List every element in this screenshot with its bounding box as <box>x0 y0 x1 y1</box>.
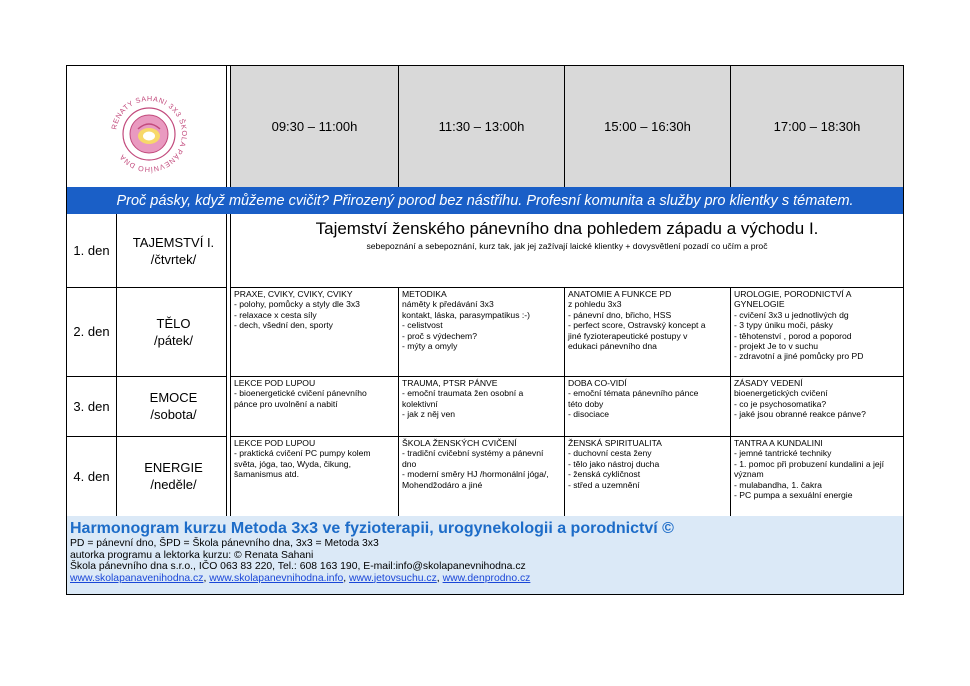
header-row <box>67 66 903 188</box>
time-slot-3: 15:00 – 16:30h <box>565 66 731 187</box>
session-cell: ŽENSKÁ SPIRITUALITA - duchovní cesta ženy - tělo jako nástroj ducha - ženská cykličnost - střed a uzemnění <box>565 436 731 516</box>
svg-text:RENATY SAHANI 3X3 ŠKOLA PÁNEVN: RENATY SAHANI 3X3 ŠKOLA PÁNEVNÍHO DNA <box>108 93 189 174</box>
footer <box>67 516 903 594</box>
session-cell: ZÁSADY VEDENÍ bioenergetických cvičení - co je psychosomatika? - jaké jsou obranné reakce pánve? <box>734 378 866 420</box>
banner: Proč pásky, když můžeme cvičit? Přirozený porod bez nástřihu. Profesní komunita a služby pro klientky s tématem. <box>67 187 903 214</box>
day-row-4 <box>67 436 903 517</box>
session-cell: LEKCE POD LUPOU - bioenergetické cvičení pánevního pánce pro uvolnění a nabití <box>231 376 399 436</box>
session-cell: ANATOMIE A FUNKCE PD z pohledu 3x3 - pánevní dno, břicho, HSS - perfect score, Ostravský koncept a jiné fyzioterapeutické postupy v edukaci pánevního dna <box>565 287 731 376</box>
day-label: 1. den <box>67 214 117 287</box>
day-topic: TĚLO /pátek/ <box>117 287 231 376</box>
footer-line: autorka programu a lektorka kurzu: © Renata Sahani <box>70 549 314 561</box>
session-cell: UROLOGIE, PORODNICTVÍ A GYNELOGIE - cvičení 3x3 u jednotlivých dg - 3 typy úniku moči, pásky - těhotenství , porod a poporod - projekt Je to v suchu - zdravotní a jiné pomůcky pro PD <box>734 289 864 362</box>
session-cell: TANTRA A KUNDALINI - jemné tantrické techniky - 1. pomoc při probuzení kundalini a její význam - mulabandha, 1. čakra - PC pumpa a sexuální energie <box>734 438 884 501</box>
day-label: 4. den <box>67 436 117 516</box>
schedule-table <box>66 65 904 595</box>
day-row-1 <box>67 214 903 288</box>
time-slot-2: 11:30 – 13:00h <box>399 66 565 187</box>
footer-title: Harmonogram kurzu Metoda 3x3 ve fyzioterapii, urogynekologii a porodnictví © <box>70 520 674 537</box>
session-cell: ŠKOLA ŽENSKÝCH CVIČENÍ - tradiční cvičební systémy a pánevní dno - moderní směry HJ /hormonální jóga/, Mohendžodáro a jiné <box>399 436 565 516</box>
session-cell: TRAUMA, PTSR PÁNVE - emoční traumata žen osobní a kolektivní - jak z něj ven <box>399 376 565 436</box>
link-skolapanevnihodna-info[interactable]: www.skolapanevnihodna.info <box>209 572 344 584</box>
session-cell: METODIKA náměty k předávání 3x3 kontakt, láska, parasympatikus :-) - celistvost - proč s výdechem? - mýty a omyly <box>399 287 565 376</box>
link-skolapanavenihodna[interactable]: www.skolapanavenihodna.cz <box>70 572 204 584</box>
session-cell: PRAXE, CVIKY, CVIKY, CVIKY - polohy, pomůcky a styly dle 3x3 - relaxace x cesta síly - dech, všední den, sporty <box>231 287 399 376</box>
day-label: 3. den <box>67 376 117 436</box>
day-topic: EMOCE /sobota/ <box>117 376 231 436</box>
session-cell: DOBA CO-VIDÍ - emoční témata pánevního pánce této doby - disociace <box>565 376 731 436</box>
day-row-3 <box>67 376 903 437</box>
day1-title: Tajemství ženského pánevního dna pohledem západu a východu I. <box>315 219 819 238</box>
day-label: 2. den <box>67 287 117 376</box>
day1-subtitle: sebepoznání a sebepoznání, kurz tak, jak jej zažívají laické klientky + dovysvětlení pozadí co učím a proč <box>366 241 768 251</box>
day1-content <box>231 214 903 287</box>
day-topic: ENERGIE /neděle/ <box>117 436 231 516</box>
logo-cell <box>67 66 231 187</box>
day-row-2 <box>67 287 903 377</box>
link-denprodno[interactable]: www.denprodno.cz <box>442 572 531 584</box>
school-logo <box>104 89 194 179</box>
session-cell: LEKCE POD LUPOU - praktická cvičení PC pumpy kolem světa, jóga, tao, Wyda, čikung, šamanismus atd. <box>231 436 399 516</box>
day-topic: TAJEMSTVÍ I. /čtvrtek/ <box>117 214 231 287</box>
footer-line: Škola pánevního dna s.r.o., IČO 063 83 220, Tel.: 608 163 190, E-mail:info@skolapanevnihodna.cz <box>70 561 526 573</box>
time-slot-4: 17:00 – 18:30h <box>773 119 861 134</box>
footer-line: PD = pánevní dno, ŠPD = Škola pánevního dna, 3x3 = Metoda 3x3 <box>70 538 379 549</box>
footer-links: www.skolapanavenihodna.cz, www.skolapanevnihodna.info, www.jetovsuchu.cz, www.denprodno.cz <box>70 572 531 584</box>
time-slot-1: 09:30 – 11:00h <box>231 66 399 187</box>
link-jetovsuchu[interactable]: www.jetovsuchu.cz <box>349 572 437 584</box>
